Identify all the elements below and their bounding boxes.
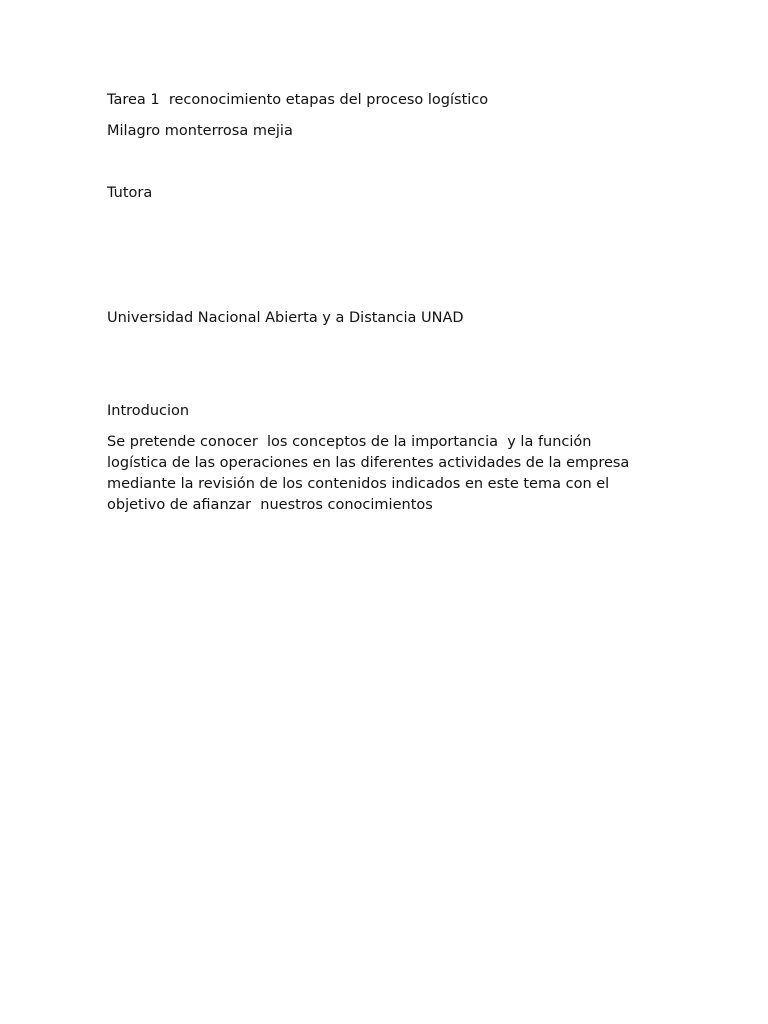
document-title: Tarea 1 reconocimiento etapas del proceso logístico [107, 92, 489, 108]
section-heading: Introducion [107, 403, 190, 419]
tutor-label: Tutora [107, 185, 153, 201]
intro-line: Se pretende conocer los conceptos de la importancia y la función [107, 434, 592, 450]
institution-name: Universidad Nacional Abierta y a Distancia UNAD [107, 310, 464, 326]
intro-line: logística de las operaciones en las diferentes actividades de la empresa [107, 455, 630, 471]
intro-line: mediante la revisión de los contenidos indicados en este tema con el [107, 476, 610, 492]
author-name: Milagro monterrosa mejia [107, 123, 293, 139]
intro-line: objetivo de afianzar nuestros conocimientos [107, 497, 433, 513]
